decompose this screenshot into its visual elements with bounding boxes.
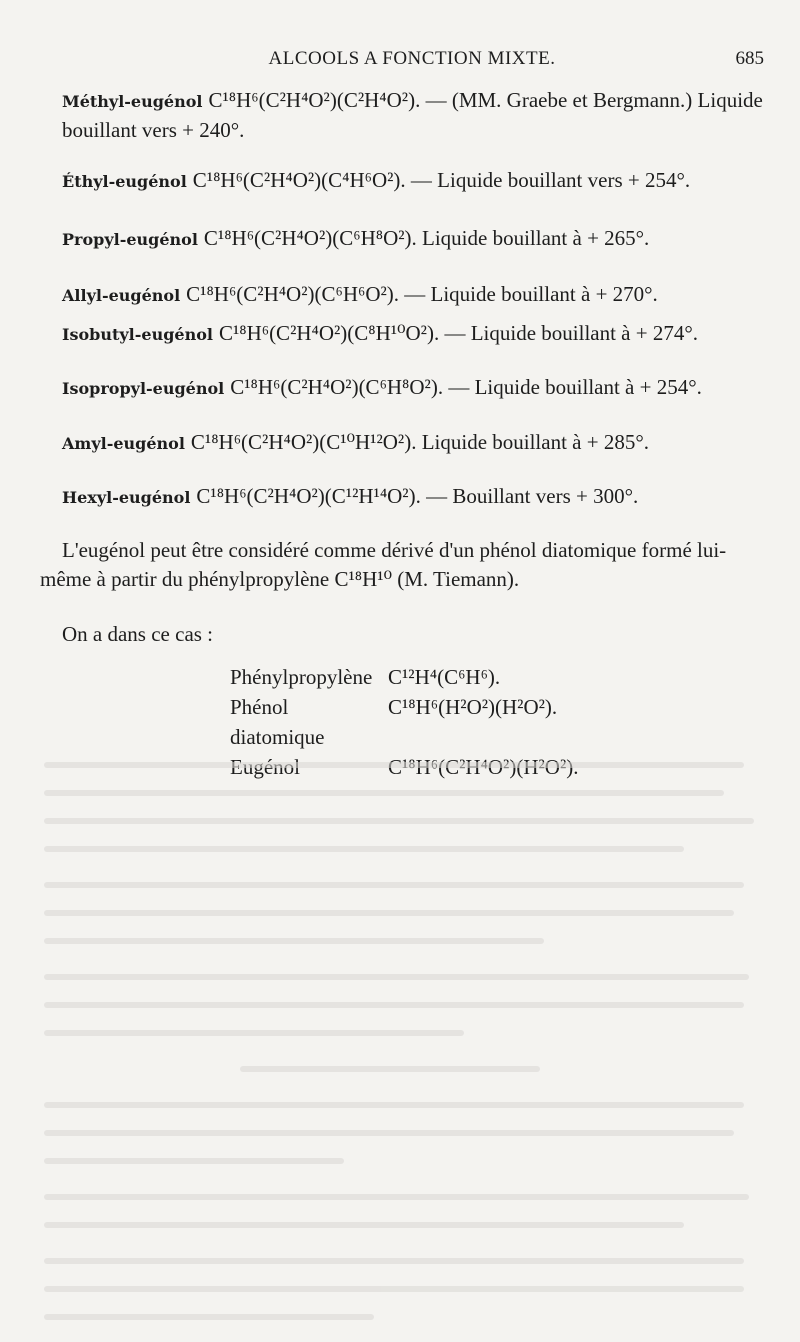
entry-amyl-eugenol	[62, 428, 764, 458]
formula-label: Phénol diatomique	[230, 695, 325, 749]
compound-formula: C¹⁸H⁶(C²H⁴O²)(C⁶H⁸O²). — Liquide bouillant à + 254°.	[230, 375, 702, 399]
compound-formula: C¹⁸H⁶(C²H⁴O²)(C¹²H¹⁴O²). — Bouillant vers + 300°.	[196, 484, 639, 508]
compound-formula: C¹⁸H⁶(C²H⁴O²)(C⁴H⁶O²). — Liquide bouillant vers + 254°.	[192, 168, 691, 192]
formula-value: C¹⁸H⁶(H²O²)(H²O²).	[388, 695, 558, 719]
running-title: ALCOOLS A FONCTION MIXTE.	[268, 48, 556, 69]
compound-name: Méthyl-eugénol	[62, 92, 203, 111]
entry-propyl-eugenol	[62, 224, 764, 254]
compound-formula: C¹⁸H⁶(C²H⁴O²)(C⁸H¹⁰O²). — Liquide bouillant à + 274°.	[218, 321, 698, 345]
paragraph-on-a-dans-ce-cas: On a dans ce cas :	[62, 622, 214, 646]
page-number: 685	[735, 48, 764, 69]
formula-label: Phénylpropylène	[230, 665, 373, 689]
compound-name: Isobutyl-eugénol	[62, 325, 213, 344]
formula-value: C¹²H⁴(C⁶H⁶).	[388, 665, 501, 689]
formula-row	[230, 662, 579, 692]
entry-allyl-eugenol	[62, 280, 764, 310]
entry-methyl-eugenol	[62, 86, 764, 145]
entry-isopropyl-eugenol	[62, 373, 764, 403]
compound-formula: C¹⁸H⁶(C²H⁴O²)(C¹⁰H¹²O²). Liquide bouillant à + 285°.	[190, 430, 649, 454]
bleed-through-texture	[0, 742, 800, 1342]
compound-name: Éthyl-eugénol	[62, 172, 187, 191]
entry-ethyl-eugenol	[62, 166, 764, 196]
entry-isobutyl-eugenol	[62, 319, 764, 349]
entry-hexyl-eugenol	[62, 482, 764, 512]
compound-name: Allyl-eugénol	[62, 286, 181, 305]
compound-name: Propyl-eugénol	[62, 230, 198, 249]
compound-formula: C¹⁸H⁶(C²H⁴O²)(C⁶H⁸O²). Liquide bouillant à + 265°.	[203, 226, 650, 250]
paragraph-eugenol-derivation: L'eugénol peut être considéré comme dérivé d'un phénol diatomique formé lui-même à partir du phénylpropylène C¹⁸H¹⁰ (M. Tiemann).	[40, 538, 727, 591]
compound-formula: C¹⁸H⁶(C²H⁴O²)(C²H⁴O²). — (MM. Graebe et Bergmann.) Liquide bouillant vers + 240°.	[62, 88, 763, 142]
page-header	[60, 44, 764, 74]
compound-name: Amyl-eugénol	[62, 434, 185, 453]
compound-formula: C¹⁸H⁶(C²H⁴O²)(C⁶H⁶O²). — Liquide bouillant à + 270°.	[186, 282, 658, 306]
compound-name: Hexyl-eugénol	[62, 488, 191, 507]
compound-name: Isopropyl-eugénol	[62, 379, 225, 398]
